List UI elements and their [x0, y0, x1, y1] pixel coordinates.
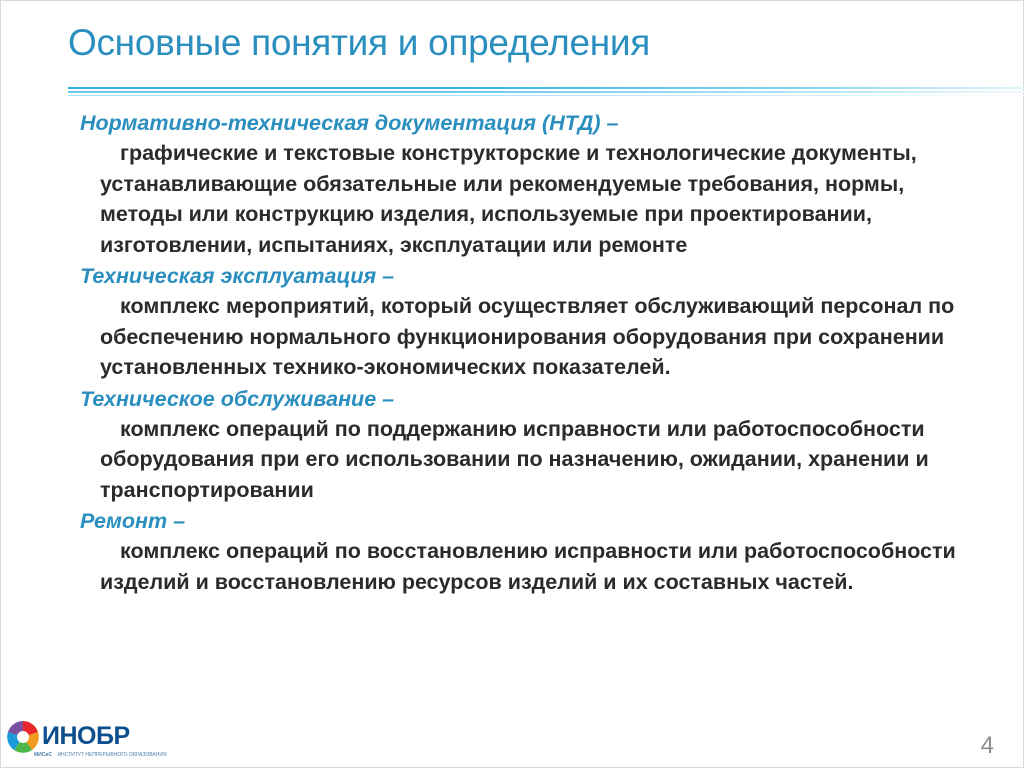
definition-term: Нормативно-техническая документация (НТД) – — [80, 111, 619, 135]
definition-text: комплекс операций по восстановлению исправности или работоспособности изделий и восстановлению ресурсов изделий и их составных частей. — [100, 539, 956, 594]
logo-subtitle-text: ИНСТИТУТ НЕПРЕРЫВНОГО ОБРАЗОВАНИЯ — [57, 752, 167, 758]
definition-item — [80, 261, 990, 383]
definition-text: комплекс операций по поддержанию исправности или работоспособности оборудования при его использовании по назначению, ожидании, хранении и транспортировании — [100, 416, 929, 502]
slide-title: Основные понятия и определения — [68, 22, 650, 63]
definitions-list — [80, 108, 990, 598]
page-number: 4 — [980, 732, 994, 759]
logo-org: МИСиС — [34, 752, 53, 758]
definition-item — [80, 506, 990, 597]
definition-term: Ремонт – — [80, 509, 186, 533]
inobr-logo-icon — [6, 720, 40, 754]
definition-item — [80, 108, 990, 260]
definition-text: комплекс мероприятий, который осуществляет обслуживающий персонал по обеспечению нормального функционирования оборудования при сохранении установленных технико-экономических показателей. — [100, 294, 955, 379]
logo-subtitle — [34, 752, 167, 758]
inobr-logo — [6, 718, 176, 762]
definition-term: Техническое обслуживание – — [80, 386, 395, 411]
definition-item — [80, 384, 990, 506]
definition-term: Техническая эксплуатация – — [80, 264, 395, 288]
title-divider — [68, 87, 1024, 97]
definition-text: графические и текстовые конструкторские и технологические документы, устанавливающие обязательные или рекомендуемые требования, нормы, методы или конструкцию изделия, используемые при проектировании, изготовлении, испытаниях, эксплуатации или ремонте — [100, 141, 917, 257]
logo-name: ИНОБР — [42, 722, 130, 750]
